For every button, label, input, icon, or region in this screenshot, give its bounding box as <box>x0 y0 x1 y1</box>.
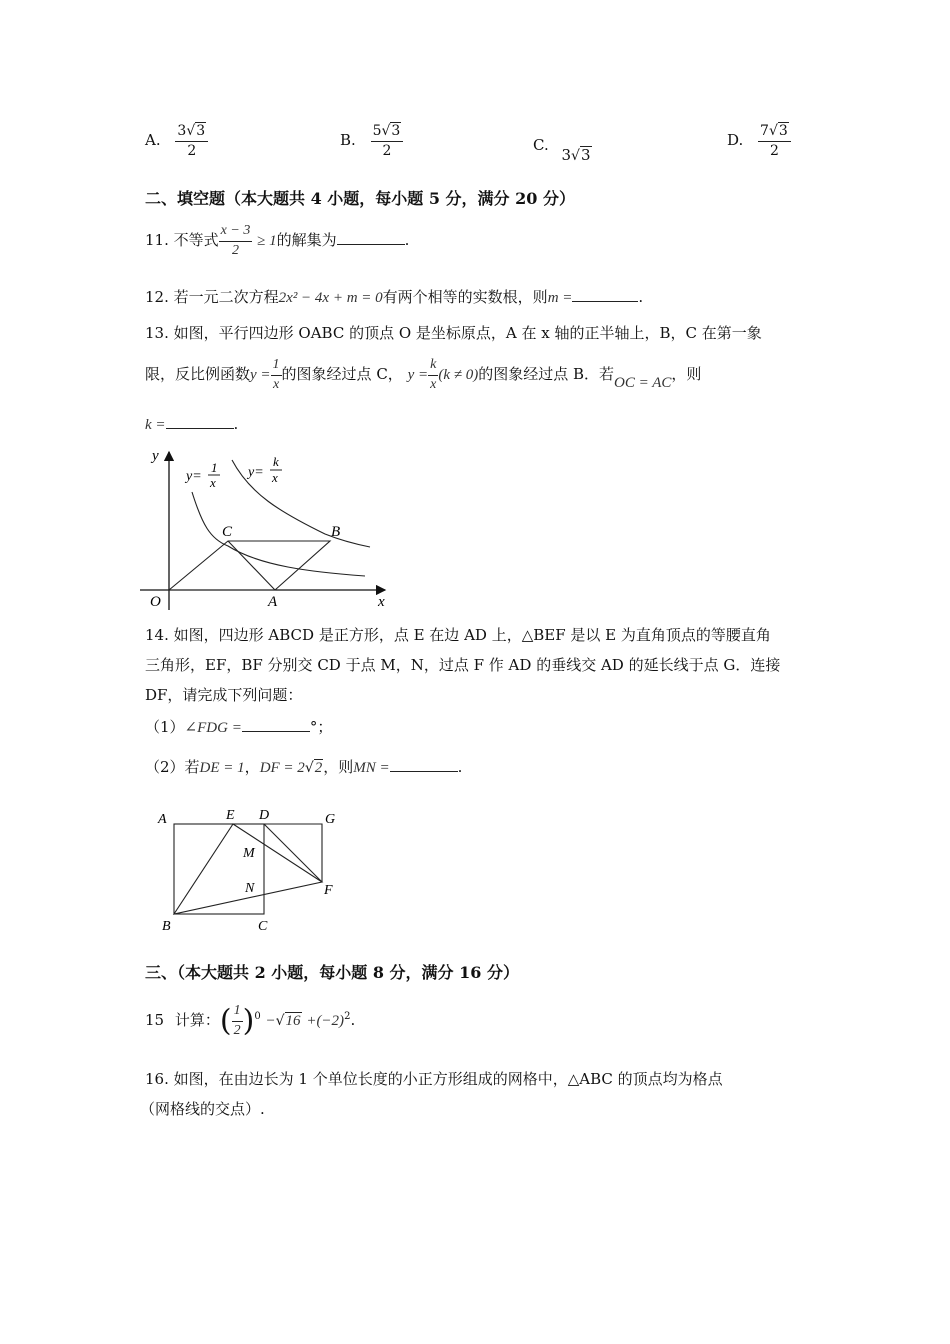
q13-answer-blank[interactable] <box>166 414 234 429</box>
q13-line3 <box>145 414 238 434</box>
q11-frac-num: x − 3 <box>219 222 253 242</box>
q15-prefix: 计算： <box>174 1011 220 1029</box>
section3-heading: 三、（本大题共 2 小题，每小题 8 分，满分 16 分） <box>145 963 519 982</box>
triangle-bef <box>174 824 322 914</box>
q13-text2d: ，则 <box>671 365 702 383</box>
q14-sub2-radicand: 2 <box>314 760 323 776</box>
q15-left-paren: ( <box>219 1003 232 1039</box>
q15-right-paren: ) <box>242 1003 255 1039</box>
option-d <box>727 122 791 160</box>
q15-plus: + <box>306 1013 317 1029</box>
q13-line2 <box>145 356 701 394</box>
q14-sub2-expr1: DE = 1 <box>199 760 245 776</box>
option-b-label: B. <box>340 131 356 149</box>
label-e: E <box>226 808 235 823</box>
q13-condition: (k ≠ 0) <box>438 367 479 383</box>
x-axis-label: x <box>378 594 385 610</box>
q11-end: . <box>404 231 410 249</box>
q14-sub2-label: （2）若 <box>145 758 200 776</box>
q13-text2a: 限，反比例函数 <box>145 365 251 383</box>
option-d-radicand: 3 <box>778 123 788 139</box>
option-d-den: 2 <box>769 143 779 159</box>
option-a-coef: 3 <box>177 123 187 139</box>
q11-frac-den: 2 <box>231 243 239 258</box>
option-c-radicand: 3 <box>580 146 591 164</box>
option-a-value: $\frac{3√3}{2}$ <box>175 122 208 160</box>
q15-minus: − <box>265 1013 276 1029</box>
option-b-radicand: 3 <box>391 123 401 139</box>
point-c-label: C <box>222 524 233 540</box>
q16-number: 16. <box>145 1070 169 1088</box>
q14-sub1-expr: ∠FDG = <box>184 720 242 736</box>
q11-relation: ≥ 1 <box>257 233 277 249</box>
question-12 <box>145 286 643 307</box>
q13-frac1-den: x <box>272 377 280 392</box>
question-11 <box>145 222 409 260</box>
q15-paren-term: (−2) <box>316 1013 345 1029</box>
q14-sub2-expr3: MN = <box>353 760 390 776</box>
q15-radicand: 16 <box>285 1013 301 1029</box>
label-a: A <box>158 812 167 827</box>
q15-exp0: 0 <box>254 1011 261 1022</box>
option-d-value: $\frac{7√3}{2}$ <box>758 122 791 160</box>
option-c-label: C. <box>533 136 549 154</box>
q11-number: 11. <box>145 231 169 249</box>
q14-sub2-answer-blank[interactable] <box>390 757 458 772</box>
q14-sub1-end: °； <box>309 718 333 736</box>
option-b <box>340 122 403 160</box>
q14-line1 <box>145 624 771 645</box>
q11-prefix: 不等式 <box>173 231 219 249</box>
q14-text1: 如图，四边形 ABCD 是正方形，点 E 在边 AD 上，△BEF 是以 E 为直角顶点的等腰直角 <box>173 626 771 644</box>
q12-answer-blank[interactable] <box>572 287 638 302</box>
option-a-den: 2 <box>187 143 197 159</box>
q13-number: 13. <box>145 324 169 342</box>
q13-line1 <box>145 322 762 343</box>
q15-end: . <box>350 1011 356 1029</box>
q14-sub2-sep: ， <box>244 758 260 776</box>
q13-y2: y = <box>407 367 429 383</box>
q13-frac2 <box>428 356 438 394</box>
label-f: F <box>324 883 333 898</box>
option-c-coef: 3 <box>561 146 572 164</box>
option-a-radicand: 3 <box>196 123 206 139</box>
curve2-num: k <box>273 454 279 469</box>
curve1-label: y= <box>186 469 202 484</box>
label-b: B <box>162 919 171 934</box>
q13-text2c: 的图象经过点 B．若 <box>478 365 615 383</box>
q16-line1 <box>145 1068 723 1089</box>
q16-line2: （网格线的交点）. <box>140 1100 265 1118</box>
q15-fraction <box>232 1002 243 1040</box>
q14-sub1-label: （1） <box>145 718 185 736</box>
segment-ca <box>228 541 275 590</box>
option-c-value: 3√3 <box>561 146 591 164</box>
q14-sub1-answer-blank[interactable] <box>242 717 310 732</box>
q15-frac-num: 1 <box>232 1002 243 1022</box>
q12-var: m = <box>547 290 573 306</box>
y-axis-label: y <box>152 448 159 464</box>
q14-number: 14. <box>145 626 169 644</box>
q15-number: 15 <box>145 1011 165 1029</box>
q14-sub2-end: . <box>457 758 463 776</box>
q13-y1: y = <box>250 367 271 383</box>
q11-answer-blank[interactable] <box>337 230 405 245</box>
option-d-coef: 7 <box>760 123 769 139</box>
option-b-den: 2 <box>382 143 392 159</box>
q16-text1: 如图，在由边长为 1 个单位长度的小正方形组成的网格中，△ABC 的顶点均为格点 <box>173 1070 723 1088</box>
label-d: D <box>259 808 270 823</box>
q12-middle: 有两个相等的实数根，则 <box>382 288 548 306</box>
q13-k-var: k = <box>145 417 166 433</box>
square-abcd <box>174 824 264 914</box>
q13-equality: OC = AC <box>614 375 672 391</box>
q11-suffix: 的解集为 <box>276 231 337 249</box>
q14-sub1 <box>145 716 332 737</box>
option-b-coef: 5 <box>372 123 382 139</box>
point-a-label: A <box>268 594 278 610</box>
q12-end: . <box>638 288 644 306</box>
option-a-label: A. <box>145 131 161 149</box>
q14-sub2: （2）若DE = 1，DF = 2√2，则MN = . <box>145 758 463 776</box>
q15-exp2: 2 <box>344 1011 351 1022</box>
parallelogram-oabc <box>169 541 330 590</box>
label-n: N <box>245 881 255 896</box>
q13-text2b: 的图象经过点 C， <box>281 365 403 383</box>
segment-df <box>264 824 322 882</box>
q15-frac-den: 2 <box>233 1023 241 1038</box>
q13-end: . <box>233 415 239 433</box>
q12-prefix: 若一元二次方程 <box>173 288 279 306</box>
q14-line3: DF，请完成下列问题： <box>145 686 303 704</box>
curve2-label: y= <box>248 465 264 480</box>
curve2-den: x <box>272 470 278 485</box>
q12-number: 12. <box>145 288 169 306</box>
q13-frac1-num: 1 <box>271 356 282 376</box>
q14-sub2-then: ，则 <box>323 758 354 776</box>
option-a <box>145 122 208 160</box>
q13-frac1 <box>271 356 282 394</box>
q11-fraction <box>219 222 253 260</box>
option-b-value: $\frac{5√3}{2}$ <box>371 122 404 160</box>
q12-equation: 2x² − 4x + m = 0 <box>278 290 383 306</box>
figure-2-square <box>155 802 355 942</box>
q13-frac2-num: k <box>428 356 438 376</box>
point-b-label: B <box>331 524 341 540</box>
label-c: C <box>258 919 268 934</box>
q13-frac2-den: x <box>430 377 437 392</box>
option-d-label: D. <box>727 131 744 149</box>
q14-sub2-expr2: DF = 2 <box>259 760 305 776</box>
question-15: 15 计算：( $\frac{1}{2}$ )$^0 -√16 +(-2)^2$. <box>145 1003 356 1039</box>
option-c <box>533 136 592 164</box>
figure-1-graph <box>140 444 400 614</box>
label-g: G <box>325 812 336 827</box>
q14-line2: 三角形，EF，BF 分别交 CD 于点 M，N，过点 F 作 AD 的垂线交 AD 的延长线于点 G．连接 <box>145 656 781 674</box>
q13-text1: 如图，平行四边形 OABC 的顶点 O 是坐标原点，A 在 x 轴的正半轴上，B，C 在第一象 <box>173 324 762 342</box>
section2-heading: 二、填空题（本大题共 4 小题，每小题 5 分，满分 20 分） <box>145 189 575 208</box>
origin-label: O <box>150 594 161 610</box>
label-m: M <box>243 846 255 861</box>
curve1-num: 1 <box>211 460 218 475</box>
curve1-den: x <box>210 475 216 490</box>
